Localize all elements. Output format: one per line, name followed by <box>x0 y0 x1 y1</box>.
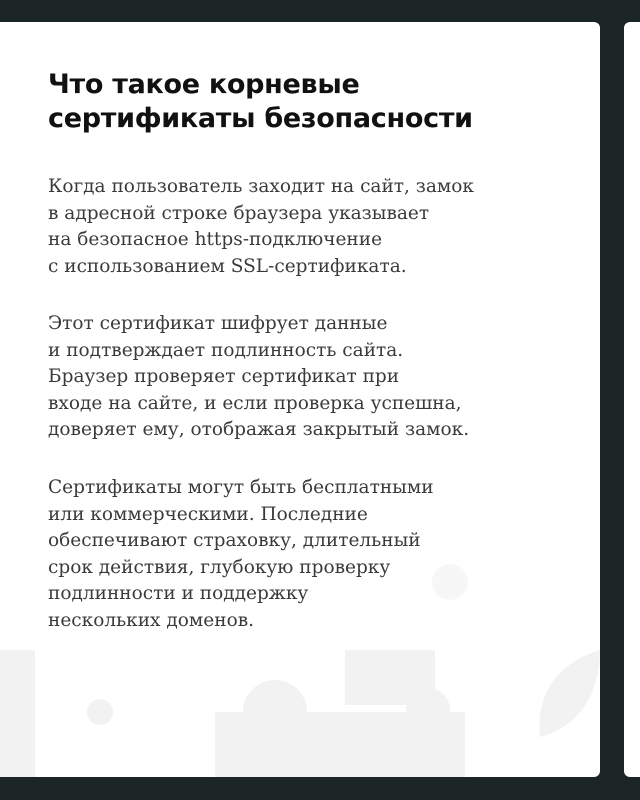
paragraph-line: Этот сертификат шифрует данные <box>48 313 388 334</box>
deco-circle-small <box>87 699 113 725</box>
deco-block-left <box>0 650 35 777</box>
title-line: сертификаты безопасности <box>48 103 473 134</box>
paragraph-line: Браузер проверяет сертификат при <box>48 366 400 387</box>
paragraph-line: входе на сайте, и если проверка успешна, <box>48 392 462 414</box>
article-title <box>48 68 568 136</box>
paragraph-line: подлинности и поддержку <box>48 583 309 604</box>
deco-circle-mid <box>406 688 450 732</box>
paragraph-line: обеспечивают страховку, длительный <box>48 530 421 551</box>
paragraph-1 <box>48 174 578 280</box>
deco-block-mid <box>215 712 465 777</box>
paragraph-line: в адресной строке браузера указывает <box>48 202 430 224</box>
paragraph-line: Когда пользователь заходит на сайт, замок <box>48 176 474 197</box>
paragraph-line: нескольких доменов. <box>48 609 255 631</box>
article-card <box>0 22 600 777</box>
paragraph-line: или коммерческими. Последние <box>48 503 368 525</box>
paragraph-line: срок действия, глубокую проверку <box>48 556 391 578</box>
paragraph-line: доверяет ему, отображая закрытый замок. <box>48 419 470 440</box>
paragraph-3 <box>48 475 578 634</box>
paragraph-line: на безопасное https-подключение <box>48 229 383 250</box>
paragraph-line: с использованием SSL-сертификата. <box>48 255 407 277</box>
deco-circle-large <box>243 680 307 744</box>
deco-block-top <box>345 650 435 705</box>
paragraph-line: Сертификаты могут быть бесплатными <box>48 477 434 498</box>
paragraph-2 <box>48 311 578 444</box>
paragraph-line: и подтверждает подлинность сайта. <box>48 339 404 361</box>
deco-leaf <box>539 650 600 737</box>
next-slide-edge <box>624 22 640 777</box>
title-line: Что такое корневые <box>48 69 360 100</box>
